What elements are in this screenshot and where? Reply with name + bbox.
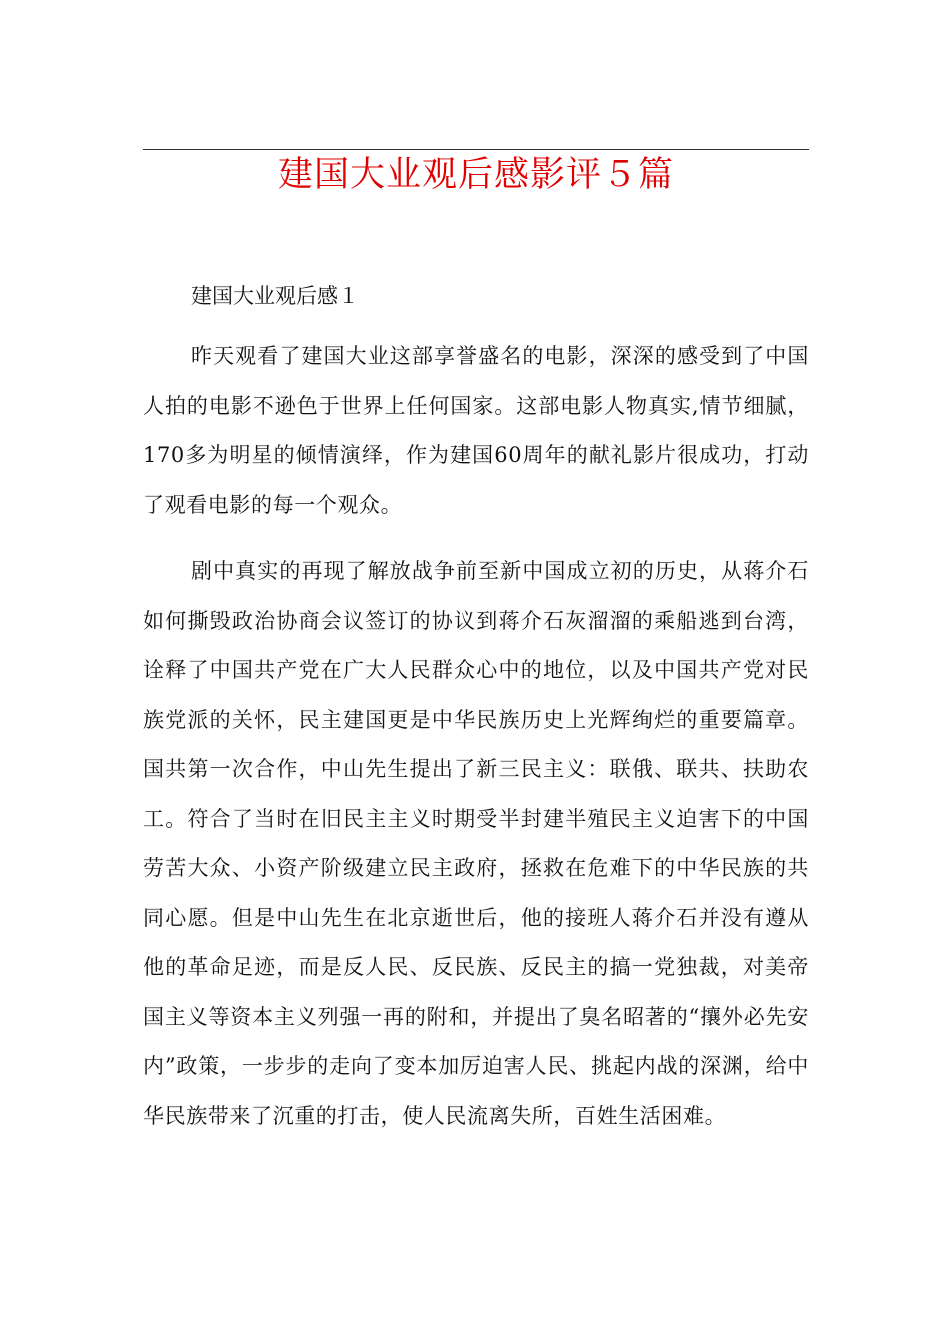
document-body <box>143 273 809 1141</box>
paragraph-1: 昨天观看了建国大业这部享誉盛名的电影，深深的感受到了中国人拍的电影不逊色于世界上任何国家。这部电影人物真实,情节细腻，170多为明星的倾情演绎，作为建国60周年的献礼影片很成功，打动了观看电影的每一个观众。 <box>143 344 809 517</box>
section-heading: 建国大业观后感１ <box>191 284 359 308</box>
paragraph-2: 剧中真实的再现了解放战争前至新中国成立初的历史，从蒋介石如何撕毁政治协商会议签订的协议到蒋介石灰溜溜的乘船逃到台湾，诠释了中国共产党在广大人民群众心中的地位，以及中国共产党对民族党派的关怀，民主建国更是中华民族历史上光辉绚烂的重要篇章。国共第一次合作，中山先生提出了新三民主义：联俄、联共、扶助农工。符合了当时在旧民主主义时期受半封建半殖民主义迫害下的中国劳苦大众、小资产阶级建立民主政府，拯救在危难下的中华民族的共同心愿。但是中山先生在北京逝世后，他的接班人蒋介石并没有遵从他的革命足迹，而是反人民、反民族、反民主的搞一党独裁，对美帝国主义等资本主义列强一再的附和，并提出了臭名昭著的“攘外必先安内”政策，一步步的走向了变本加厉迫害人民、挑起内战的深渊，给中华民族带来了沉重的打击，使人民流离失所，百姓生活困难。 <box>143 559 809 1128</box>
document-title: 建国大业观后感影评５篇 <box>277 155 674 195</box>
